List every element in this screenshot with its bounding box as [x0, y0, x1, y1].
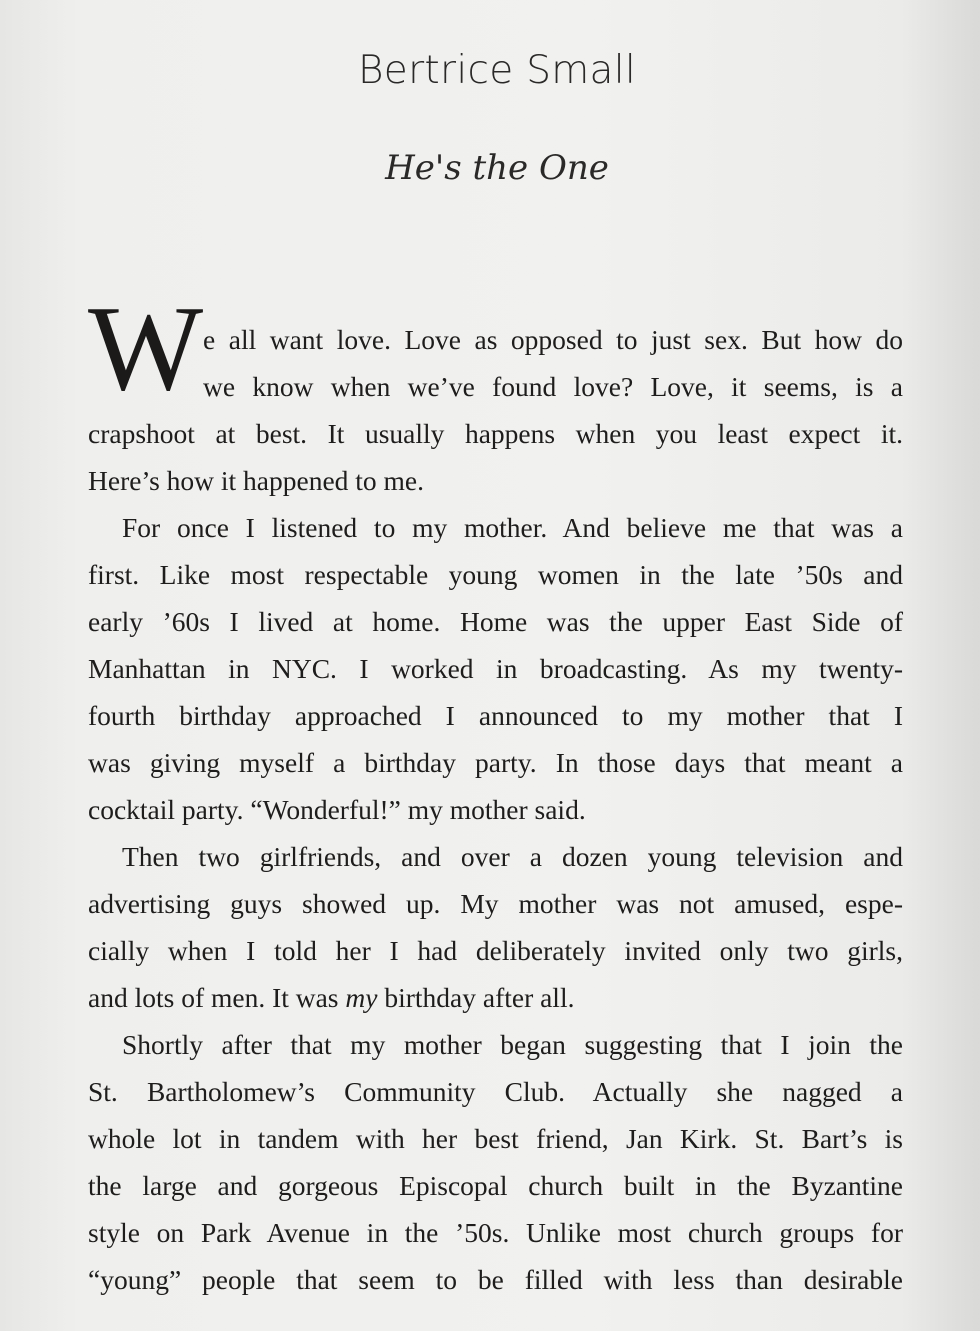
chapter-author: Bertrice Small [357, 48, 637, 93]
text-line: was giving myself a birthday party. In those days that meant a [88, 747, 903, 778]
chapter-body [88, 281, 903, 1303]
italic-word: my [345, 982, 378, 1013]
text-run: birthday after all. [377, 982, 575, 1013]
text-line: cially when I told her I had deliberately invited only two girls, [88, 935, 903, 966]
text-line: St. Bartholomew’s Community Club. Actually she nagged a [88, 1076, 903, 1107]
paragraph-4 [88, 1021, 903, 1303]
text-line: e all want love. Love as opposed to just sex. But how do [203, 324, 903, 355]
paragraph-2 [88, 504, 903, 833]
text-line: style on Park Avenue in the ’50s. Unlike most church groups for [88, 1217, 903, 1248]
text-line: early ’60s I lived at home. Home was the upper East Side of [88, 606, 903, 637]
text-line: cocktail party. “Wonderful!” my mother said. [88, 794, 586, 825]
text-line: Then two girlfriends, and over a dozen young television and [122, 841, 903, 872]
text-run: and lots of men. It was [88, 982, 346, 1013]
text-line: Shortly after that my mother began suggesting that I join the [122, 1029, 903, 1060]
text-line: “young” people that seem to be filled with less than desirable [88, 1264, 903, 1295]
drop-cap: W [88, 281, 204, 416]
text-line: advertising guys showed up. My mother was not amused, espe- [88, 888, 903, 919]
paragraph-1 [88, 316, 903, 504]
text-line: Manhattan in NYC. I worked in broadcasting. As my twenty- [88, 653, 903, 684]
paragraph-3 [88, 833, 903, 1021]
text-line: Here’s how it happened to me. [88, 465, 425, 496]
text-line [88, 974, 903, 1021]
text-line: whole lot in tandem with her best friend, Jan Kirk. St. Bart’s is [88, 1123, 903, 1154]
text-line: first. Like most respectable young women in the late ’50s and [88, 559, 903, 590]
text-line: we know when we’ve found love? Love, it seems, is a [203, 371, 903, 402]
text-line: fourth birthday approached I announced to my mother that I [88, 700, 903, 731]
text-line: For once I listened to my mother. And believe me that was a [122, 512, 903, 543]
chapter-title: He's the One [385, 148, 609, 188]
text-line: the large and gorgeous Episcopal church built in the Byzantine [88, 1170, 903, 1201]
text-line: crapshoot at best. It usually happens when you least expect it. [88, 418, 903, 449]
